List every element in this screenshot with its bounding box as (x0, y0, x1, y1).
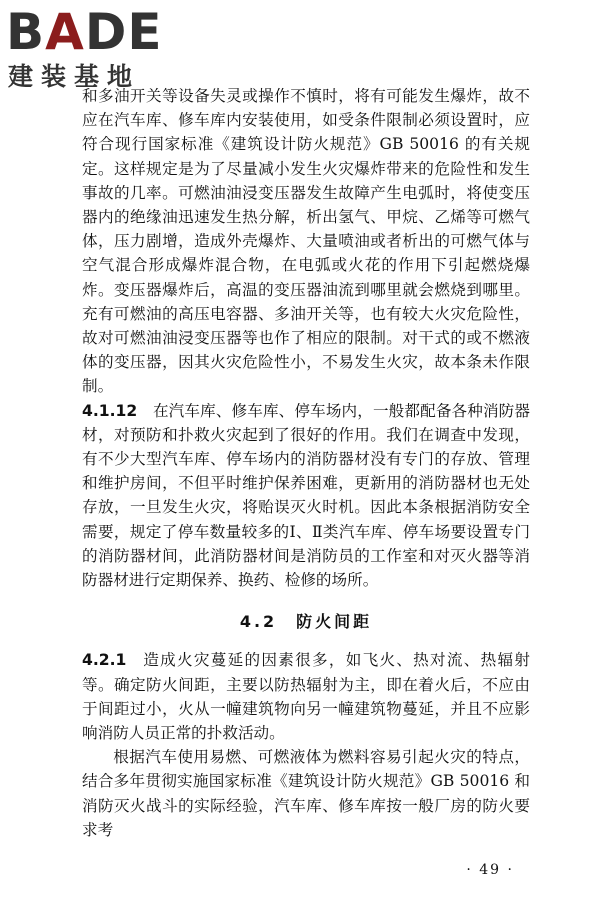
section-number: 4.2 (239, 612, 278, 632)
logo-wordmark (6, 4, 163, 60)
paragraph-continued (82, 84, 530, 399)
paragraph-text: 和多油开关等设备失灵或操作不慎时，将有可能发生爆炸，故不应在汽车库、修车库内安装使用，如受条件限制必须设置时，应符合现行国家标准《建筑设计防火规范》GB 50016 的有关规定。这样规定是为了尽量减小发生火灾爆炸带来的危险性和发生事故的几率。可燃油油浸变压器发生故障产生电弧时，将使变压器内的绝缘油迅速发生热分解，析出氢气、甲烷、乙烯等可燃气体，压力剧增，造成外壳爆炸、大量喷油或者析出的可燃气体与空气混合形成爆炸混合物，在电弧或火花的作用下引起燃烧爆炸。变压器爆炸后，高温的变压器油流到哪里就会燃烧到哪里。充有可燃油的高压电容器、多油开关等，也有较大火灾危险性，故对可燃油油浸变压器等也作了相应的限制。对干式的或不燃液体的变压器，因其火灾危险性小，不易发生火灾，故本条未作限制。 (82, 87, 530, 396)
logo (6, 4, 176, 96)
clause-number: 4.2.1 (82, 651, 127, 670)
logo-accent-letter: A (45, 3, 85, 61)
section-title: 防火间距 (296, 612, 373, 632)
clause-text: 造成火灾蔓延的因素很多，如飞火、热对流、热辐射等。确定防火间距，主要以防热辐射为主，即在着火后，不应由于间距过小，火从一幢建筑物向另一幢建筑物蔓延，并且不应影响消防人员正常的扑救活动。 (82, 651, 530, 743)
paragraph (82, 745, 530, 842)
section-heading (82, 610, 530, 634)
clause-4-2-1 (82, 648, 530, 745)
clause-number: 4.1.12 (82, 401, 138, 420)
clause-text: 在汽车库、修车库、停车场内，一般都配备各种消防器材，对预防和扑救火灾起到了很好的作用。我们在调查中发现，有不少大型汽车库、停车场内的消防器材没有专门的存放、管理和维护房间，不但平时维护保养困难，更新用的消防器材也无处存放，一旦发生火灾，将贻误灭火时机。因此本条根据消防安全需要，规定了停车数量较多的Ⅰ、Ⅱ类汽车库、停车场要设置专门的消防器材间，此消防器材间是消防员的工作室和对灭火器等消防器材进行定期保养、换药、检修的场所。 (82, 401, 530, 590)
logo-subtitle: 建装基地 (8, 62, 141, 91)
paragraph-text: 根据汽车使用易燃、可燃液体为燃料容易引起火灾的特点，结合多年贯彻实施国家标准《建筑设计防火规范》GB 50016 和消防灭火战斗的实际经验，汽车库、修车库按一般厂房的防火要求考 (82, 748, 530, 839)
page-body (82, 84, 530, 842)
logo-letter: B (6, 3, 46, 61)
logo-letters: DE (84, 3, 163, 61)
page-number: · 49 · (466, 862, 514, 878)
clause-4-1-12 (82, 399, 530, 593)
